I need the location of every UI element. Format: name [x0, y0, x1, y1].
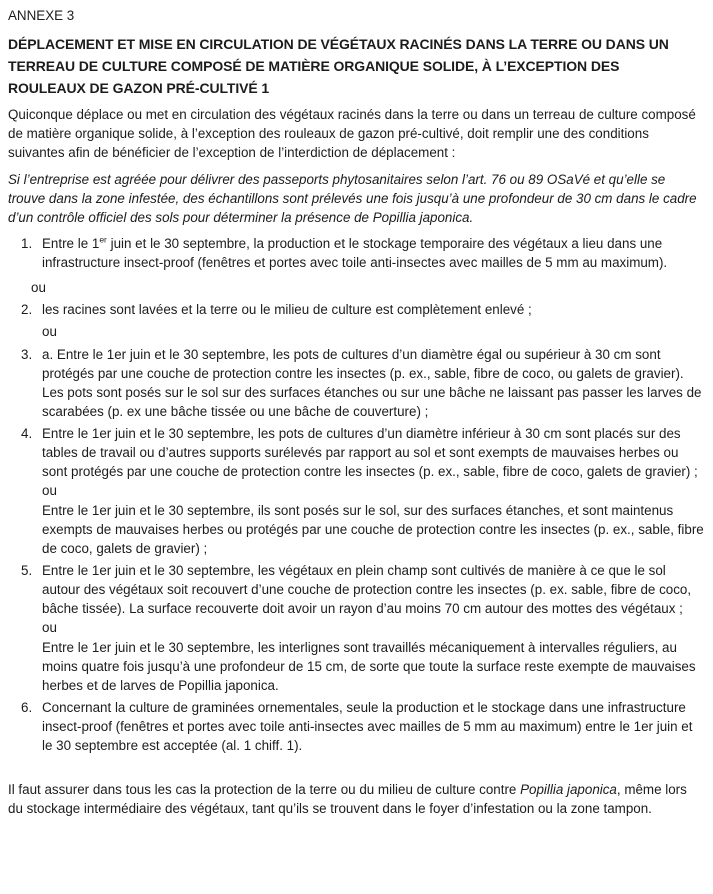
item-4-text: Entre le 1er juin et le 30 septembre, les pots de cultures d’un diamètre inférieur à 30 cm sont placés sur des tables de travail ou d’autres supports surélevés par rapport au sol et sont exempts de mauvaises herbes ou sont protégés par une couche de protection contre les insectes (p. ex., sable, fibre de coco, galets de gravier) ;: [42, 426, 698, 479]
title-line-2: TERREAU DE CULTURE COMPOSÉ DE MATIÈRE ORGANIQUE SOLIDE, À L’EXCEPTION DES: [8, 58, 620, 74]
item-6-text: Concernant la culture de graminées ornementales, seule la production et le stockage dans une infrastructure insect-proof (fenêtres et portes avec toile anti-insectes avec mailles de 5 mm au maximum) entre le 1er juin et le 30 septembre est acceptée (al. 1 chiff. 1).: [42, 700, 693, 753]
item-4-body: [42, 424, 705, 558]
item-1-text-start: Entre le 1: [42, 236, 100, 251]
condition-list: [8, 234, 705, 755]
item-5-text: Entre le 1er juin et le 30 septembre, les végétaux en plein champ sont cultivés de manière à ce que le sol autour des végétaux soit recouvert d’une couche de protection contre les insectes (p. ex. sable, fibre de coco, bâche tissée). La surface recouverte doit avoir un rayon d’au moins 70 cm autour des mottes des végétaux ;: [42, 563, 692, 616]
item-1-number: 1.: [21, 236, 33, 251]
closing-text-start: Il faut assurer dans tous les cas la protection de la terre ou du milieu de culture contre: [8, 782, 521, 797]
item-5-body: [42, 561, 705, 695]
item-3-number: 3.: [21, 347, 33, 362]
list-item-4: [8, 424, 705, 558]
item-1-ordinal-superscript: er: [99, 234, 107, 245]
intro-paragraph: Quiconque déplace ou met en circulation des végétaux racinés dans la terre ou dans un terreau de culture composé de matière organique solide, à l’exception des rouleaux de gazon pré-cultivé, doit remplir une des conditions suivantes afin de bénéficier de l’exception de l’interdiction de déplacement :: [8, 107, 696, 160]
item-4-number: 4.: [21, 426, 33, 441]
document-title: [8, 33, 705, 99]
item-1-text-rest: juin et le 30 septembre, la production et le stockage temporaire des végétaux a lieu dans une infrastructure insect-proof (fenêtres et portes avec toile anti-insectes avec mailles de 5 mm au maximum).: [42, 236, 668, 270]
item-2-text: les racines sont lavées et la terre ou le milieu de culture est complètement enlevé ;: [42, 302, 532, 317]
item-1-text: [42, 234, 705, 272]
item-5-number: 5.: [21, 563, 33, 578]
title-line-3: ROULEAUX DE GAZON PRÉ-CULTIVÉ 1: [8, 80, 270, 96]
list-item-6: [8, 698, 705, 755]
list-item-1: [8, 234, 705, 272]
or-separator-1: ou: [31, 280, 46, 295]
annex-label: ANNEXE 3: [8, 8, 75, 23]
list-item-5: [8, 561, 705, 695]
closing-paragraph: [8, 780, 705, 818]
title-line-1: DÉPLACEMENT ET MISE EN CIRCULATION DE VÉGÉTAUX RACINÉS DANS LA TERRE OU DANS UN: [8, 36, 669, 52]
item-5-alternative: Entre le 1er juin et le 30 septembre, les interlignes sont travaillés mécaniquement à intervalles réguliers, au moins quatre fois jusqu’à une profondeur de 15 cm, de sorte que toute la surface reste exempte de mauvaises herbes et de larves de Popillia japonica.: [42, 640, 696, 693]
item-6-number: 6.: [21, 700, 33, 715]
sampling-note-paragraph: Si l’entreprise est agréée pour délivrer des passeports phytosanitaires selon l’art. 76 ou 89 OSaVé et qu’elle se trouve dans la zone infestée, des échantillons sont prélevés une fois jusqu’à une profondeur de 30 cm dans le cadre d’un contrôle officiel des sols pour déterminer la présence de Popillia japonica.: [8, 172, 697, 225]
or-separator-2: ou: [42, 324, 57, 339]
item-3-text: a. Entre le 1er juin et le 30 septembre, les pots de cultures d’un diamètre égal ou supérieur à 30 cm sont protégés par une couche de protection contre les insectes (p. ex., sable, fibre de coco, ou galets de gravier). Les pots sont posés sur le sol sur des surfaces étanches ou sur une bâche ne laissant pas passer les larves de scarabées (p. ex une bâche tissée ou une bâche de couverture) ;: [42, 347, 702, 419]
closing-text-rest: , même lors du stockage intermédiaire des végétaux, tant qu’ils se trouvent dans le foyer d’infestation ou la zone tampon.: [8, 782, 687, 816]
latin-species-name: Popillia japonica: [520, 782, 617, 797]
list-item-3: [8, 345, 705, 421]
item-4-alternative: Entre le 1er juin et le 30 septembre, ils sont posés sur le sol, sur des surfaces étanches, et sont maintenus exempts de mauvaises herbes ou protégés par une couche de protection contre les insectes (p. ex., sable, fibre de coco, galets de gravier) ;: [42, 503, 704, 556]
item-2-number: 2.: [21, 302, 33, 317]
or-separator-4: ou: [42, 620, 57, 635]
list-item-2: [8, 300, 705, 319]
or-separator-3: ou: [42, 483, 57, 498]
